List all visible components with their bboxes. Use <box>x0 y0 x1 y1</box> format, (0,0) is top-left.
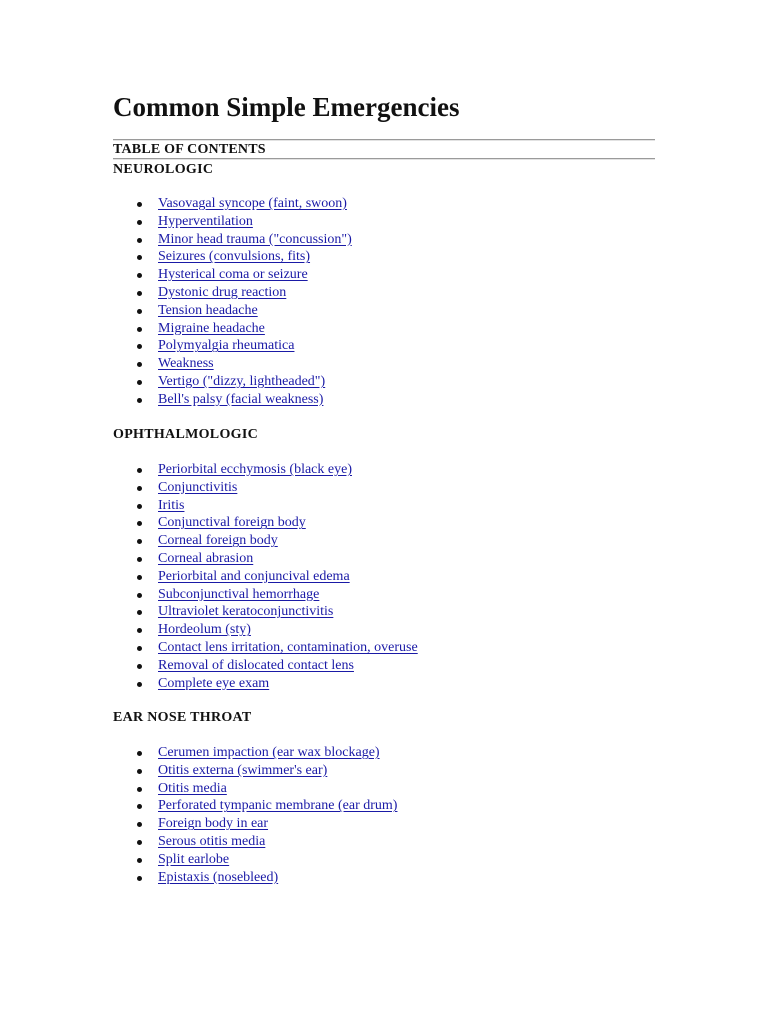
toc-link[interactable]: Subconjunctival hemorrhage <box>158 586 320 602</box>
bullet-icon <box>137 876 142 881</box>
bullet-icon <box>137 575 142 580</box>
list-item <box>113 231 352 249</box>
ear-nose-throat-link-list <box>113 744 397 886</box>
toc-link[interactable]: Complete eye exam <box>158 675 270 691</box>
list-item <box>113 780 397 798</box>
list-item <box>113 815 397 833</box>
ophthalmologic-link-list <box>113 461 418 692</box>
bullet-icon <box>137 202 142 207</box>
bullet-icon <box>137 220 142 225</box>
bullet-icon <box>137 255 142 260</box>
list-item <box>113 514 418 532</box>
list-item <box>113 586 418 604</box>
bullet-icon <box>137 362 142 367</box>
page-title: Common Simple Emergencies <box>113 92 460 122</box>
bullet-icon <box>137 273 142 278</box>
toc-link[interactable]: Conjunctival foreign body <box>158 515 306 531</box>
list-item <box>113 621 418 639</box>
list-item <box>113 337 352 355</box>
list-item <box>113 302 352 320</box>
list-item <box>113 603 418 621</box>
bullet-icon <box>137 769 142 774</box>
toc-link[interactable]: Tension headache <box>158 302 258 318</box>
toc-link[interactable]: Dystonic drug reaction <box>158 284 287 300</box>
list-item <box>113 355 352 373</box>
bullet-icon <box>137 238 142 243</box>
toc-link[interactable]: Vertigo ("dizzy, lightheaded") <box>158 373 326 389</box>
list-item <box>113 266 352 284</box>
section-heading-ophthalmologic: OPHTHALMOLOGIC <box>113 427 258 442</box>
list-item <box>113 532 418 550</box>
toc-link[interactable]: Split earlobe <box>158 851 230 867</box>
bullet-icon <box>137 486 142 491</box>
toc-link[interactable]: Perforated tympanic membrane (ear drum) <box>158 798 398 814</box>
list-item <box>113 248 352 266</box>
toc-link[interactable]: Bell's palsy (facial weakness) <box>158 391 324 407</box>
toc-link[interactable]: Contact lens irritation, contamination, overuse <box>158 639 418 655</box>
list-item <box>113 391 352 409</box>
list-item <box>113 675 418 693</box>
bullet-icon <box>137 840 142 845</box>
bullet-icon <box>137 327 142 332</box>
toc-link[interactable]: Polymyalgia rheumatica <box>158 338 295 354</box>
toc-link[interactable]: Hordeolum (sty) <box>158 622 251 638</box>
bullet-icon <box>137 504 142 509</box>
list-item <box>113 639 418 657</box>
toc-link[interactable]: Ultraviolet keratoconjunctivitis <box>158 604 334 620</box>
toc-link[interactable]: Cerumen impaction (ear wax blockage) <box>158 745 380 760</box>
list-item <box>113 284 352 302</box>
toc-heading: TABLE OF CONTENTS <box>113 142 266 157</box>
bullet-icon <box>137 291 142 296</box>
bullet-icon <box>137 344 142 349</box>
toc-link[interactable]: Conjunctivitis <box>158 479 238 495</box>
bullet-icon <box>137 751 142 756</box>
toc-link[interactable]: Hyperventilation <box>158 213 253 229</box>
toc-link[interactable]: Removal of dislocated contact lens <box>158 657 354 673</box>
bullet-icon <box>137 804 142 809</box>
section-heading-neurologic: NEUROLOGIC <box>113 162 214 177</box>
list-item <box>113 195 352 213</box>
list-item <box>113 762 397 780</box>
bullet-icon <box>137 593 142 598</box>
bullet-icon <box>137 858 142 863</box>
toc-link[interactable]: Serous otitis media <box>158 833 266 849</box>
neurologic-link-list <box>113 195 352 409</box>
bullet-icon <box>137 787 142 792</box>
list-item <box>113 869 397 887</box>
bullet-icon <box>137 664 142 669</box>
list-item <box>113 568 418 586</box>
list-item <box>113 373 352 391</box>
bullet-icon <box>137 822 142 827</box>
list-item <box>113 497 418 515</box>
bullet-icon <box>137 521 142 526</box>
toc-link[interactable]: Otitis externa (swimmer's ear) <box>158 762 328 778</box>
toc-link[interactable]: Vasovagal syncope (faint, swoon) <box>158 196 347 211</box>
list-item <box>113 461 418 479</box>
bullet-icon <box>137 468 142 473</box>
bullet-icon <box>137 610 142 615</box>
toc-link[interactable]: Seizures (convulsions, fits) <box>158 249 311 265</box>
toc-link[interactable]: Corneal abrasion <box>158 550 254 566</box>
toc-link[interactable]: Epistaxis (nosebleed) <box>158 869 279 885</box>
list-item <box>113 320 352 338</box>
bullet-icon <box>137 628 142 633</box>
toc-link[interactable]: Otitis media <box>158 780 227 796</box>
bullet-icon <box>137 682 142 687</box>
list-item <box>113 797 397 815</box>
list-item <box>113 213 352 231</box>
bullet-icon <box>137 646 142 651</box>
list-item <box>113 479 418 497</box>
list-item <box>113 744 397 762</box>
section-heading-ear-nose-throat: EAR NOSE THROAT <box>113 710 252 725</box>
toc-divider <box>113 158 655 160</box>
bullet-icon <box>137 398 142 403</box>
list-item <box>113 833 397 851</box>
bullet-icon <box>137 380 142 385</box>
toc-link[interactable]: Iritis <box>158 497 185 513</box>
toc-link[interactable]: Hysterical coma or seizure <box>158 267 308 283</box>
toc-link[interactable]: Periorbital ecchymosis (black eye) <box>158 462 352 477</box>
bullet-icon <box>137 557 142 562</box>
toc-link[interactable]: Weakness <box>158 356 214 372</box>
toc-link[interactable]: Periorbital and conjuncival edema <box>158 568 350 584</box>
toc-link[interactable]: Corneal foreign body <box>158 533 278 549</box>
list-item <box>113 550 418 568</box>
bullet-icon <box>137 539 142 544</box>
list-item <box>113 851 397 869</box>
toc-link[interactable]: Minor head trauma ("concussion") <box>158 231 352 247</box>
bullet-icon <box>137 309 142 314</box>
toc-link[interactable]: Foreign body in ear <box>158 816 269 832</box>
list-item <box>113 657 418 675</box>
toc-link[interactable]: Migraine headache <box>158 320 265 336</box>
